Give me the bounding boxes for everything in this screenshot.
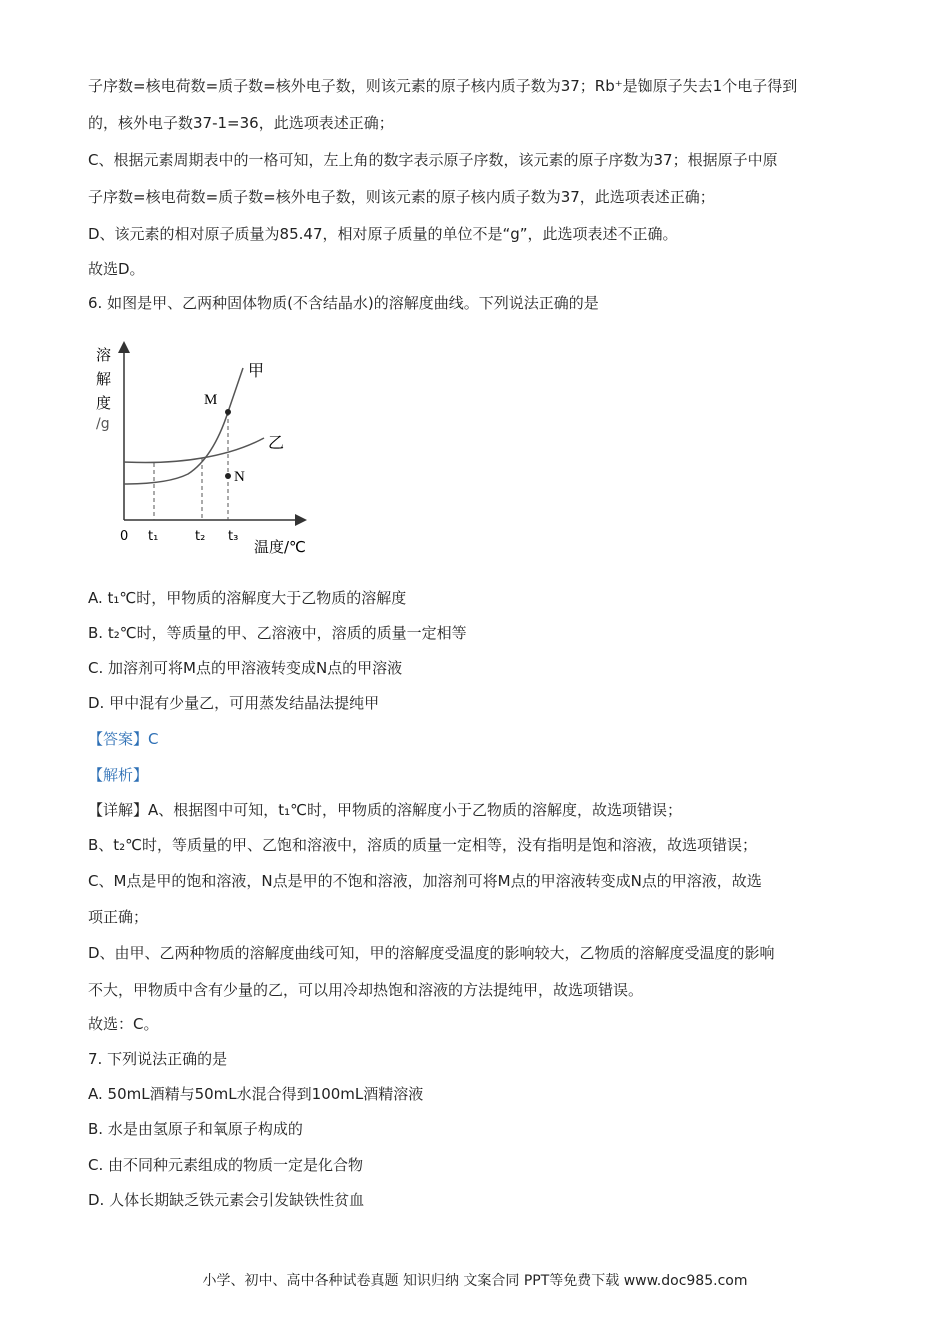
tick-t3: t₃: [228, 529, 239, 544]
line-4: 子序数=核电荷数=质子数=核外电子数，则该元素的原子核内质子数为37，此选项表述正确；: [88, 188, 715, 206]
point-m: [225, 409, 231, 415]
q7-option-a: A. 50mL酒精与50mL水混合得到100mL酒精溶液: [88, 1085, 424, 1103]
q7-option-b: B. 水是由氢原子和氧原子构成的: [88, 1120, 303, 1138]
detail-2: B、t₂℃时，等质量的甲、乙饱和溶液中，溶质的质量一定相等，没有指明是饱和溶液，故选项错误；: [88, 836, 758, 854]
question-6: 6. 如图是甲、乙两种固体物质(不含结晶水)的溶解度曲线。下列说法正确的是: [88, 294, 599, 312]
solubility-chart: [88, 338, 328, 558]
curve-yi: [124, 438, 264, 463]
option-d: D. 甲中混有少量乙，可用蒸发结晶法提纯甲: [88, 694, 380, 712]
option-c: C. 加溶剂可将M点的甲溶液转变成N点的甲溶液: [88, 659, 403, 677]
line-2: 的，核外电子数37-1=36，此选项表述正确；: [88, 114, 394, 132]
curve-jia: [124, 368, 243, 484]
option-b: B. t₂℃时，等质量的甲、乙溶液中，溶质的质量一定相等: [88, 624, 467, 642]
origin-label: 0: [120, 529, 129, 544]
detail-7: 故选：C。: [88, 1015, 159, 1033]
page-footer: 小学、初中、高中各种试卷真题 知识归纳 文案合同 PPT等免费下载 www.doc985.com: [202, 1273, 748, 1289]
line-5: D、该元素的相对原子质量为85.47，相对原子质量的单位不是“g”，此选项表述不正确。: [88, 225, 678, 243]
y-label-1: 溶: [96, 346, 112, 364]
detail-3: C、M点是甲的饱和溶液，N点是甲的不饱和溶液，加溶剂可将M点的甲溶液转变成N点的甲溶液，故选: [88, 872, 762, 890]
label-n: N: [234, 469, 245, 485]
line-6: 故选D。: [88, 260, 145, 278]
tick-t1: t₁: [148, 529, 159, 544]
label-yi: 乙: [268, 433, 285, 452]
detail-5: D、由甲、乙两种物质的溶解度曲线可知，甲的溶解度受温度的影响较大，乙物质的溶解度受温度的影响: [88, 944, 775, 962]
y-label-3: 度: [96, 394, 112, 412]
answer: 【答案】C: [88, 730, 159, 748]
detail-6: 不大，甲物质中含有少量的乙，可以用冷却热饱和溶液的方法提纯甲，故选项错误。: [88, 981, 644, 999]
detail-1: 【详解】A、根据图中可知，t₁℃时，甲物质的溶解度小于乙物质的溶解度，故选项错误；: [88, 801, 683, 819]
x-axis-label: 温度/℃: [254, 538, 306, 556]
y-label-2: 解: [96, 370, 112, 388]
label-m: M: [204, 392, 218, 408]
q7-option-c: C. 由不同种元素组成的物质一定是化合物: [88, 1156, 364, 1174]
label-jia: 甲: [248, 361, 265, 380]
question-7: 7. 下列说法正确的是: [88, 1050, 228, 1068]
point-n: [225, 473, 231, 479]
analysis-title: 【解析】: [88, 766, 149, 784]
detail-4: 项正确；: [88, 908, 149, 926]
q7-option-d: D. 人体长期缺乏铁元素会引发缺铁性贫血: [88, 1191, 365, 1209]
line-3: C、根据元素周期表中的一格可知，左上角的数字表示原子序数，该元素的原子序数为37；根据原子中原: [88, 151, 778, 169]
option-a: A. t₁℃时，甲物质的溶解度大于乙物质的溶解度: [88, 589, 407, 607]
line-1: 子序数=核电荷数=质子数=核外电子数，则该元素的原子核内质子数为37；Rb⁺是铷原子失去1个电子得到: [88, 77, 798, 95]
y-label-4: /g: [96, 416, 110, 432]
tick-t2: t₂: [195, 529, 206, 544]
